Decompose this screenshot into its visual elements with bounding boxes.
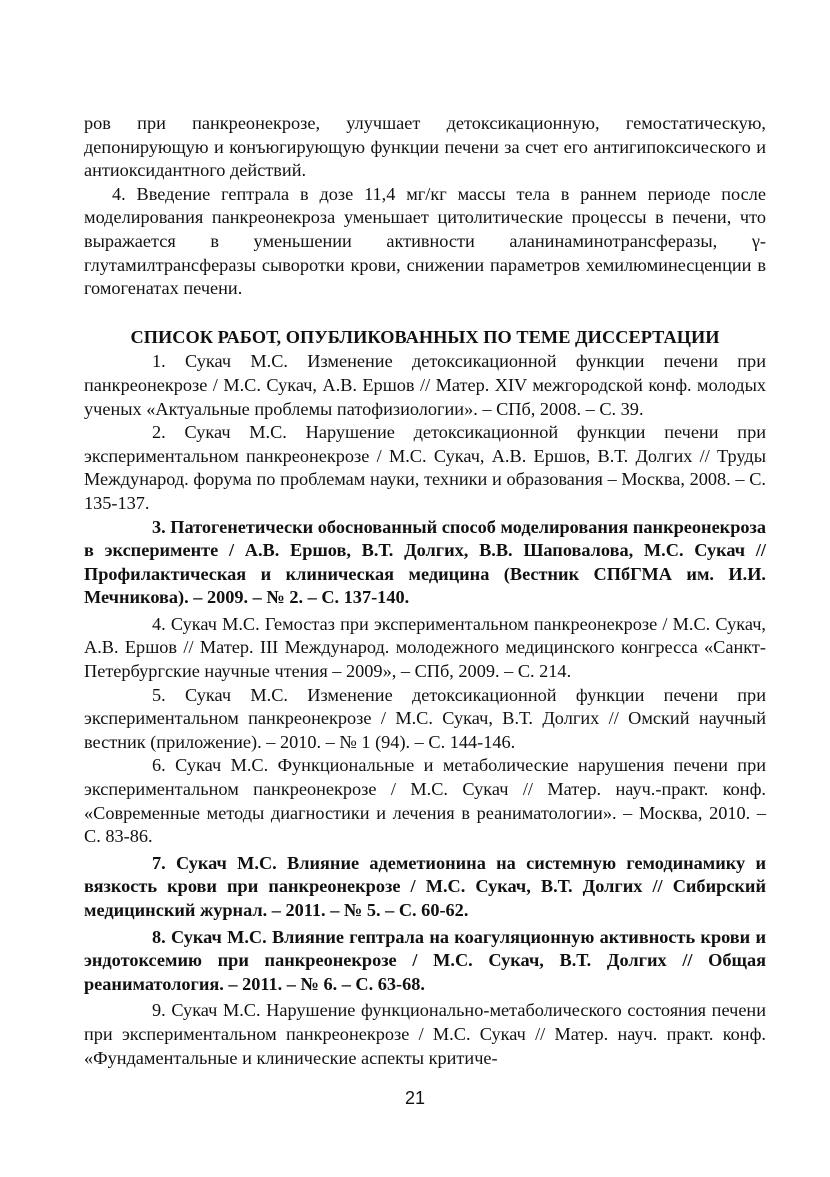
reference-item-1: 1. Сукач М.С. Изменение детоксикационной функции печени при панкреонекрозе / М.С. Сукач, А.В. Ершов // Матер. XIV межгородской конф. молодых ученых «Актуальные проблемы патофизиологии». – СПб, 2008. – С. 39. [84, 351, 766, 419]
reference-item-3: 3. Патогенетически обоснованный способ моделирования панкреонекроза в эксперименте / А.В. Ершов, В.Т. Долгих, В.В. Шаповалова, М.С. Сукач // Профилактическая и клиническая медицина (Вестник СПбГМА им. И.И. Мечникова). – 2009. – № 2. – С. 137-140. [84, 516, 767, 608]
page-number: 21 [404, 1088, 426, 1108]
page-content [84, 112, 766, 1070]
reference-item-5: 5. Сукач М.С. Изменение детоксикационной функции печени при экспериментальном панкреонекрозе / М.С. Сукач, В.Т. Долгих // Омский научный вестник (приложение). – 2010. – № 1 (94). – С. 144-146. [84, 684, 766, 752]
reference-item-7: 7. Сукач М.С. Влияние адеметионина на системную гемодинамику и вязкость крови при панкреонекрозе / М.С. Сукач, В.Т. Долгих // Сибирский медицинский журнал. – 2011. – № 5. – С. 60-62. [84, 852, 766, 920]
reference-item-9: 9. Сукач М.С. Нарушение функционально-метаболического состояния печени при экспериментальном панкреонекрозе / М.С. Сукач // Матер. науч. практ. конф. «Фундаментальные и клинические аспекты критиче- [84, 1000, 766, 1068]
publications-heading: СПИСОК РАБОТ, ОПУБЛИКОВАННЫХ ПО ТЕМЕ ДИССЕРТАЦИИ [130, 326, 720, 347]
reference-item-8: 8. Сукач М.С. Влияние гептрала на коагуляционную активность крови и эндотоксемию при панкреонекрозе / М.С. Сукач, В.Т. Долгих // Общая реаниматология. – 2011. – № 6. – С. 63-68. [84, 926, 766, 994]
reference-item-2: 2. Сукач М.С. Нарушение детоксикационной функции печени при экспериментальном панкреонекрозе / М.С. Сукач, А.В. Ершов, В.Т. Долгих // Труды Международ. форума по проблемам науки, техники и образования – Москва, 2008. – С. 135-137. [84, 422, 766, 513]
reference-item-4: 4. Сукач М.С. Гемостаз при экспериментальном панкреонекрозе / М.С. Сукач, А.В. Ершов // Матер. III Международ. молодежного медицинского конгресса «Санкт- Петербургские научные чтения – 2009», – СПб, 2009. – С. 214. [84, 613, 766, 682]
intro-paragraph-continuation: ров при панкреонекрозе, улучшает детоксикационную, гемостатическую, депонирующую и конъюгирующую функции печени за счет его антигипоксического и антиоксидантного действий. [84, 113, 766, 181]
conclusion-item-4: 4. Введение гептрала в дозе 11,4 мг/кг массы тела в раннем периоде после моделирования панкреонекроза уменьшает цитолитические процессы в печени, что выражается в уменьшении активности аланинаминотрансферазы, γ-глутамилтрансферазы сыворотки крови, снижении параметров хемилюминесценции в гомогенатах печени. [84, 183, 766, 299]
reference-item-6: 6. Сукач М.С. Функциональные и метаболические нарушения печени при экспериментальном панкреонекрозе / М.С. Сукач // Матер. науч.-практ. конф. «Современные методы диагностики и лечения в реаниматологии». – Москва, 2010. – С. 83-86. [84, 755, 766, 847]
